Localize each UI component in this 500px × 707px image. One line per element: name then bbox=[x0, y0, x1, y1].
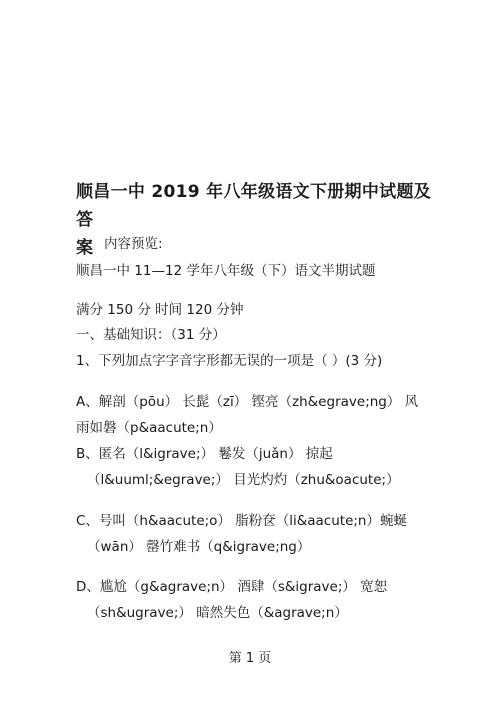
title-line-2: 案 bbox=[76, 238, 94, 258]
option-b-line-2: （l&uuml;&egrave;） 目光灼灼（zhu&oacute;） bbox=[87, 472, 400, 488]
question-1: 1、下列加点字字音字形都无误的一项是（ ）(3 分) bbox=[76, 353, 383, 369]
preview-label: 内容预览: bbox=[104, 236, 163, 252]
section-heading: 一、基础知识：（31 分） bbox=[76, 327, 226, 343]
option-a-line-2: 雨如磐（p&aacute;n） bbox=[76, 420, 222, 436]
page-number: 第 1 页 bbox=[228, 651, 272, 666]
option-a-line-1: A、解剖（pōu） 长髭（zī） 铿亮（zh&egrave;ng） 风 bbox=[76, 394, 419, 410]
option-d-line-2: （sh&ugrave;） 暗然失色（&agrave;n） bbox=[87, 605, 348, 621]
option-d-line-1: D、尴尬（g&agrave;n） 酒肆（s&igrave;） 宽恕 bbox=[76, 579, 388, 595]
title-line-1: 顺昌一中 2019 年八年级语文下册期中试题及答 bbox=[76, 182, 432, 230]
score-time: 满分 150 分 时间 120 分钟 bbox=[76, 302, 244, 318]
option-c-line-2: （wān） 罄竹难书（q&igrave;ng） bbox=[87, 539, 311, 555]
exam-title: 顺昌一中 11—12 学年八年级（下）语文半期试题 bbox=[76, 263, 376, 279]
option-c-line-1: C、号叫（h&aacute;o） 脂粉奁（li&aacute;n）蜿蜒 bbox=[76, 513, 407, 529]
option-b-line-1: B、匿名（l&igrave;） 鬈发（juǎn） 掠起 bbox=[76, 446, 333, 462]
